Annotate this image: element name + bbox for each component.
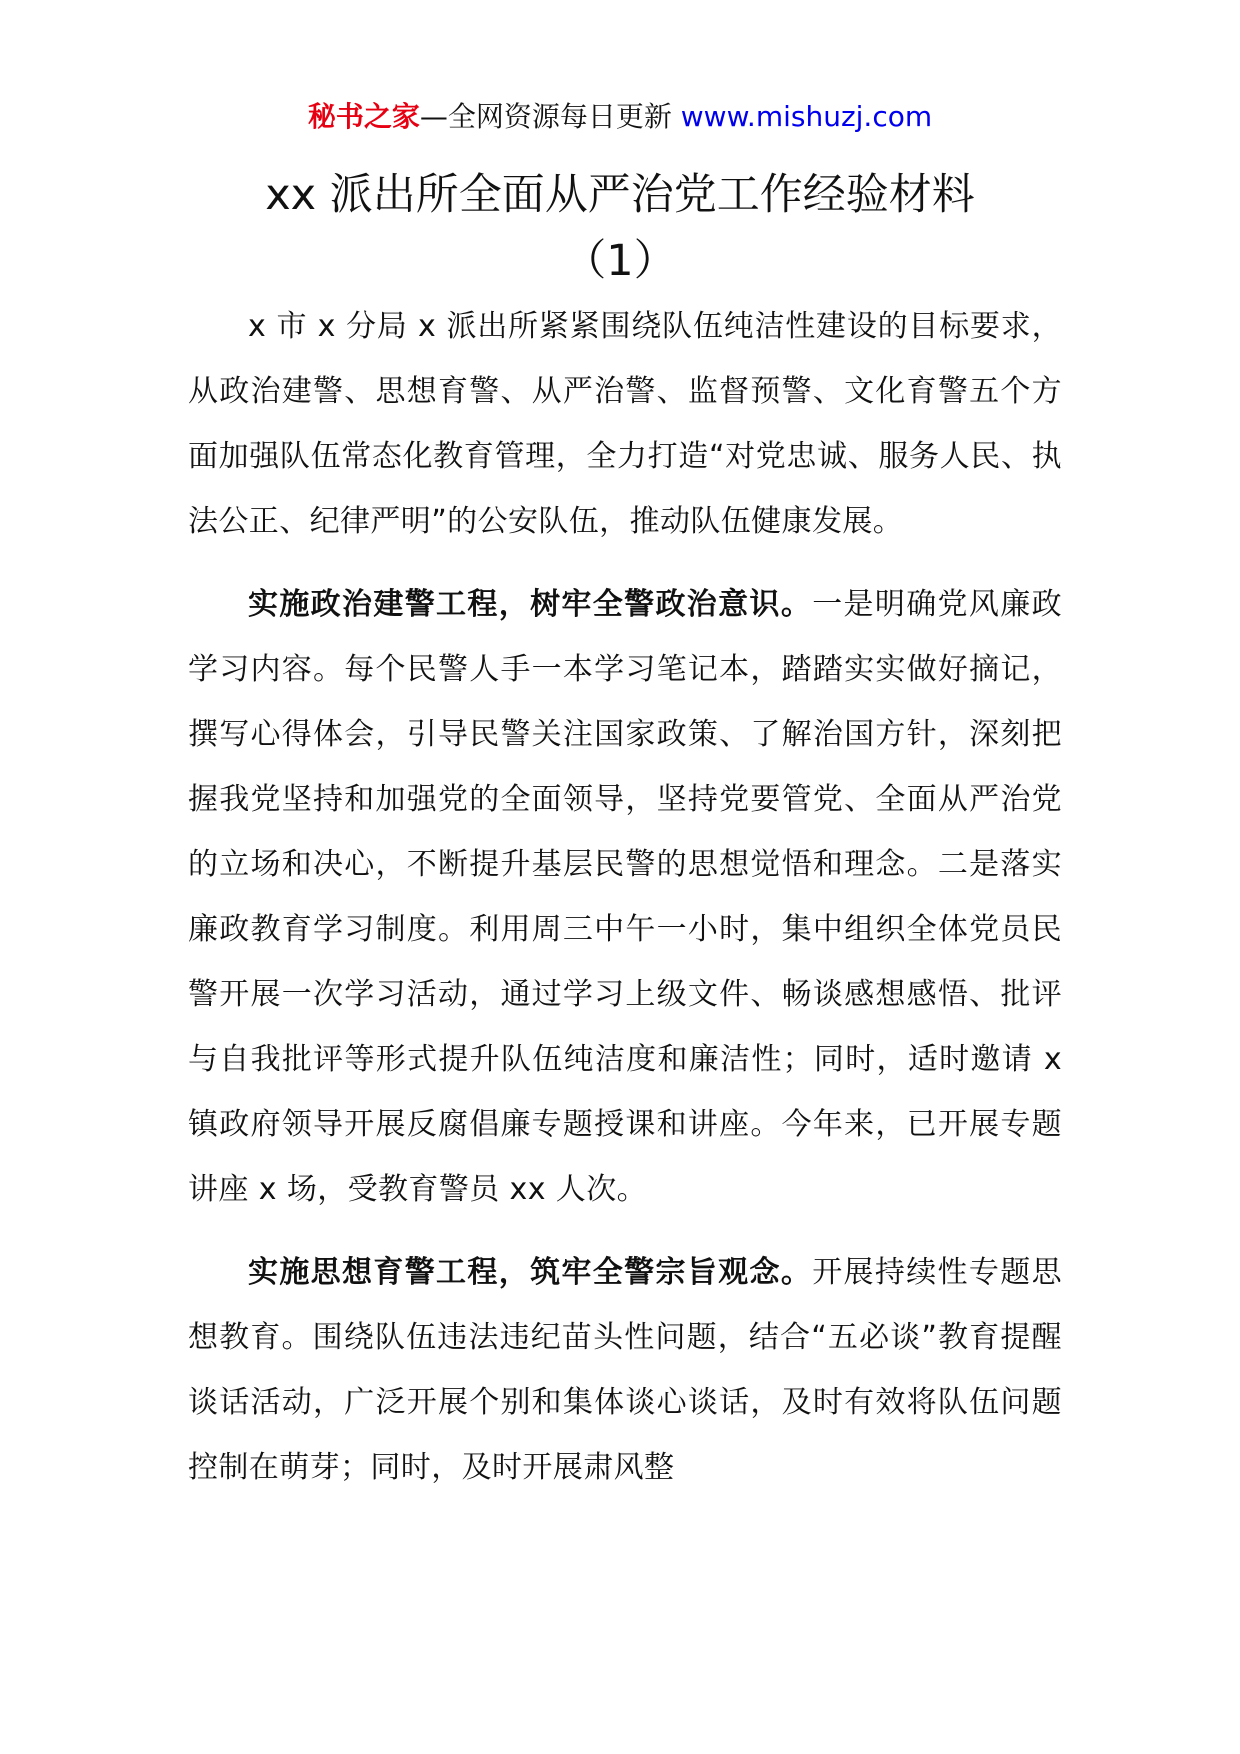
paragraph-text: x 市 x 分局 x 派出所紧紧围绕队伍纯洁性建设的目标要求，从政治建警、思想育警、从严治警、监督预警、文化育警五个方面加强队伍常态化教育管理，全力打造“对党忠诚、服务人民、执法公正、纪律严明”的公安队伍，推动队伍健康发展。	[188, 309, 1062, 539]
body-paragraph-intro	[188, 294, 1062, 554]
paragraph-text: 开展持续性专题思想教育。围绕队伍违法违纪苗头性问题，结合“五必谈”教育提醒谈话活动，广泛开展个别和集体谈心谈话，及时有效将队伍问题控制在萌芽；同时，及时开展肃风整	[188, 1255, 1062, 1485]
header-url-link[interactable]: www.mishuzj.com	[680, 100, 933, 133]
brand-name: 秘书之家	[307, 100, 420, 133]
site-header	[0, 98, 1240, 136]
document-body	[188, 294, 1062, 1518]
paragraph-lead: 实施政治建警工程，树牢全警政治意识。	[248, 587, 813, 622]
header-tagline: —全网资源每日更新	[419, 100, 681, 133]
title-line-2: （1）	[563, 236, 677, 286]
paragraph-lead: 实施思想育警工程，筑牢全警宗旨观念。	[248, 1255, 813, 1290]
title-line-1: xx 派出所全面从严治党工作经验材料	[265, 170, 975, 220]
document-title	[0, 162, 1240, 294]
body-paragraph-ideological	[188, 1240, 1062, 1500]
paragraph-text: 一是明确党风廉政学习内容。每个民警人手一本学习笔记本，踏踏实实做好摘记，撰写心得体会，引导民警关注国家政策、了解治国方针，深刻把握我党坚持和加强党的全面领导，坚持党要管党、全面从严治党的立场和决心，不断提升基层民警的思想觉悟和理念。二是落实廉政教育学习制度。利用周三中午一小时，集中组织全体党员民警开展一次学习活动，通过学习上级文件、畅谈感想感悟、批评与自我批评等形式提升队伍纯洁度和廉洁性；同时，适时邀请 x 镇政府领导开展反腐倡廉专题授课和讲座。今年来，已开展专题讲座 x 场，受教育警员 xx 人次。	[188, 587, 1062, 1207]
body-paragraph-political	[188, 572, 1062, 1222]
